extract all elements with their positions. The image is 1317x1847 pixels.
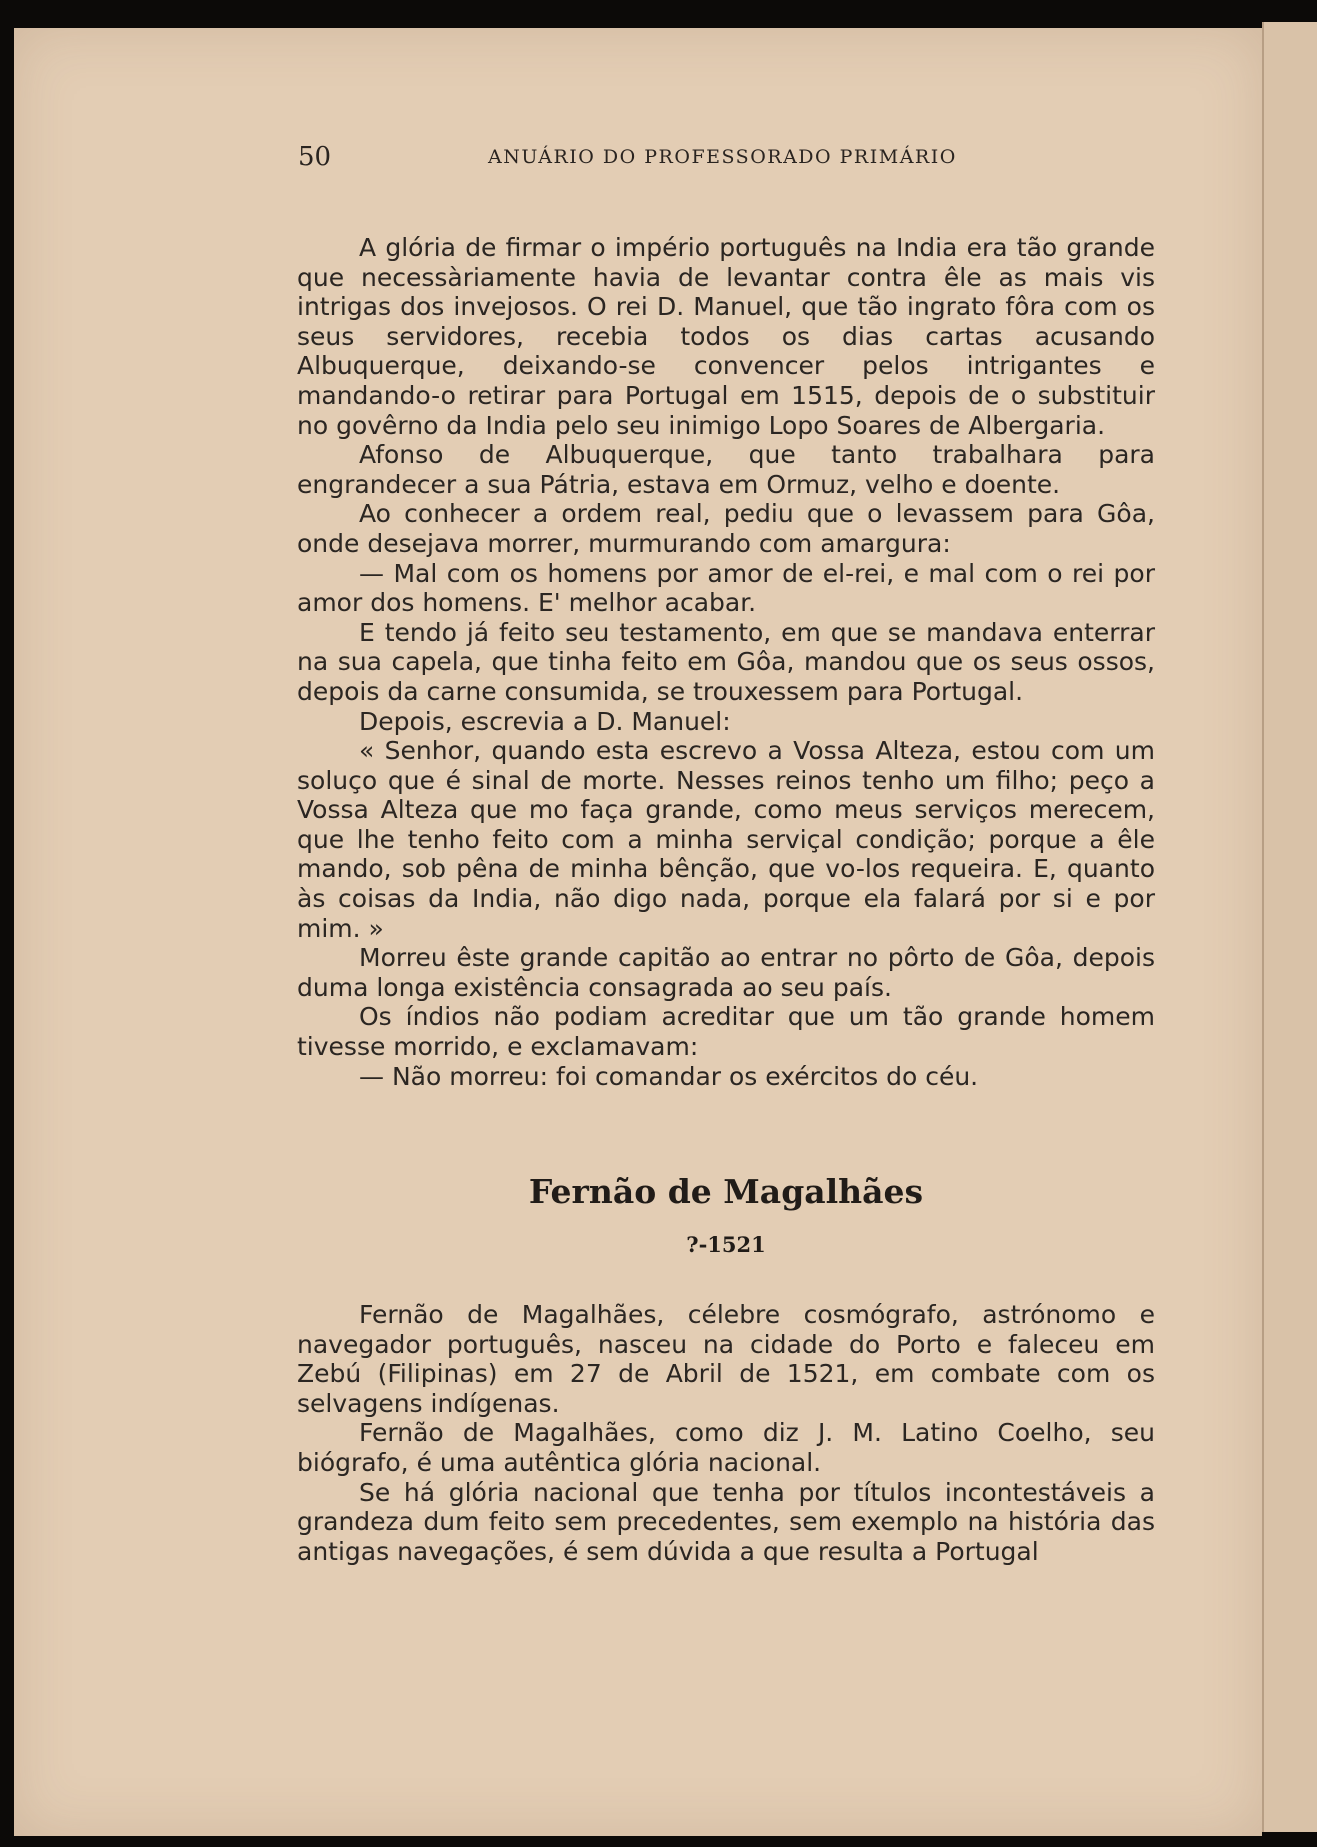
- paragraph: — Não morreu: foi comandar os exércitos do céu.: [359, 1061, 979, 1091]
- paragraph: Fernão de Magalhães, como diz J. M. Latino Coelho, seu biógrafo, é uma autêntica glória nacional.: [297, 1418, 1155, 1477]
- paragraph: « Senhor, quando esta escrevo a Vossa Alteza, estou com um soluço que é sinal de morte. Nesses reinos tenho um filho; peço a Vossa Alteza que mo faça grande, como meus serviços merecem, que lhe tenho feito com a minha serviçal condição; porque a êle mando, sob pêna de minha bênção, que vo-los requeira. E, quanto às coisas da India, não digo nada, porque ela falará por si e por mim. »: [297, 736, 1155, 943]
- paragraph: A glória de firmar o império português na India era tão grande que necessàriamente havia de levantar contra êle as mais vis intrigas dos invejosos. O rei D. Manuel, que tão ingrato fôra com os seus servidores, recebia todos os dias cartas acusando Albuquerque, deixando-se convencer pelos intrigantes e mandando-o retirar para Portugal em 1515, depois de o substituir no govêrno da India pelo seu inimigo Lopo Soares de Albergaria.: [297, 233, 1155, 440]
- paragraph: Depois, escrevia a D. Manuel:: [359, 706, 731, 736]
- section-albuquerque-text: [297, 233, 1155, 1091]
- paragraph: E tendo já feito seu testamento, em que se mandava enterrar na sua capela, que tinha feito em Gôa, mandou que os seus ossos, depois da carne consumida, se trouxessem para Portugal.: [297, 617, 1155, 706]
- paragraph: Morreu êste grande capitão ao entrar no pôrto de Gôa, depois duma longa existência consagrada ao seu país.: [297, 943, 1155, 1002]
- next-page-edge: [1262, 22, 1317, 1832]
- paragraph: — Mal com os homens por amor de el-rei, e mal com o rei por amor dos homens. E' melhor acabar.: [297, 558, 1155, 618]
- paragraph: Se há glória nacional que tenha por títulos incontestáveis a grandeza dum feito sem precedentes, sem exemplo na história das antigas navegações, é sem dúvida a que resulta a Portugal: [297, 1477, 1155, 1566]
- paragraph: Os índios não podiam acreditar que um tão grande homem tivesse morrido, e exclamavam:: [297, 1002, 1155, 1062]
- paragraph: Fernão de Magalhães, célebre cosmógrafo, astrónomo e navegador português, nasceu na cidade do Porto e faleceu em Zebú (Filipinas) em 27 de Abril de 1521, em combate com os selvagens indígenas.: [297, 1300, 1155, 1418]
- paragraph: Afonso de Albuquerque, que tanto trabalhara para engrandecer a sua Pátria, estava em Ormuz, velho e doente.: [297, 440, 1155, 499]
- section-title: Fernão de Magalhães: [528, 1172, 924, 1211]
- running-title: ANUÁRIO DO PROFESSORADO PRIMÁRIO: [488, 146, 957, 168]
- section-magalhaes-text: [297, 1300, 1155, 1566]
- running-head: [298, 142, 988, 176]
- page-number: 50: [298, 142, 332, 172]
- section-dates: ?-1521: [686, 1232, 766, 1257]
- paragraph: Ao conhecer a ordem real, pediu que o levassem para Gôa, onde desejava morrer, murmurando com amargura:: [297, 499, 1155, 558]
